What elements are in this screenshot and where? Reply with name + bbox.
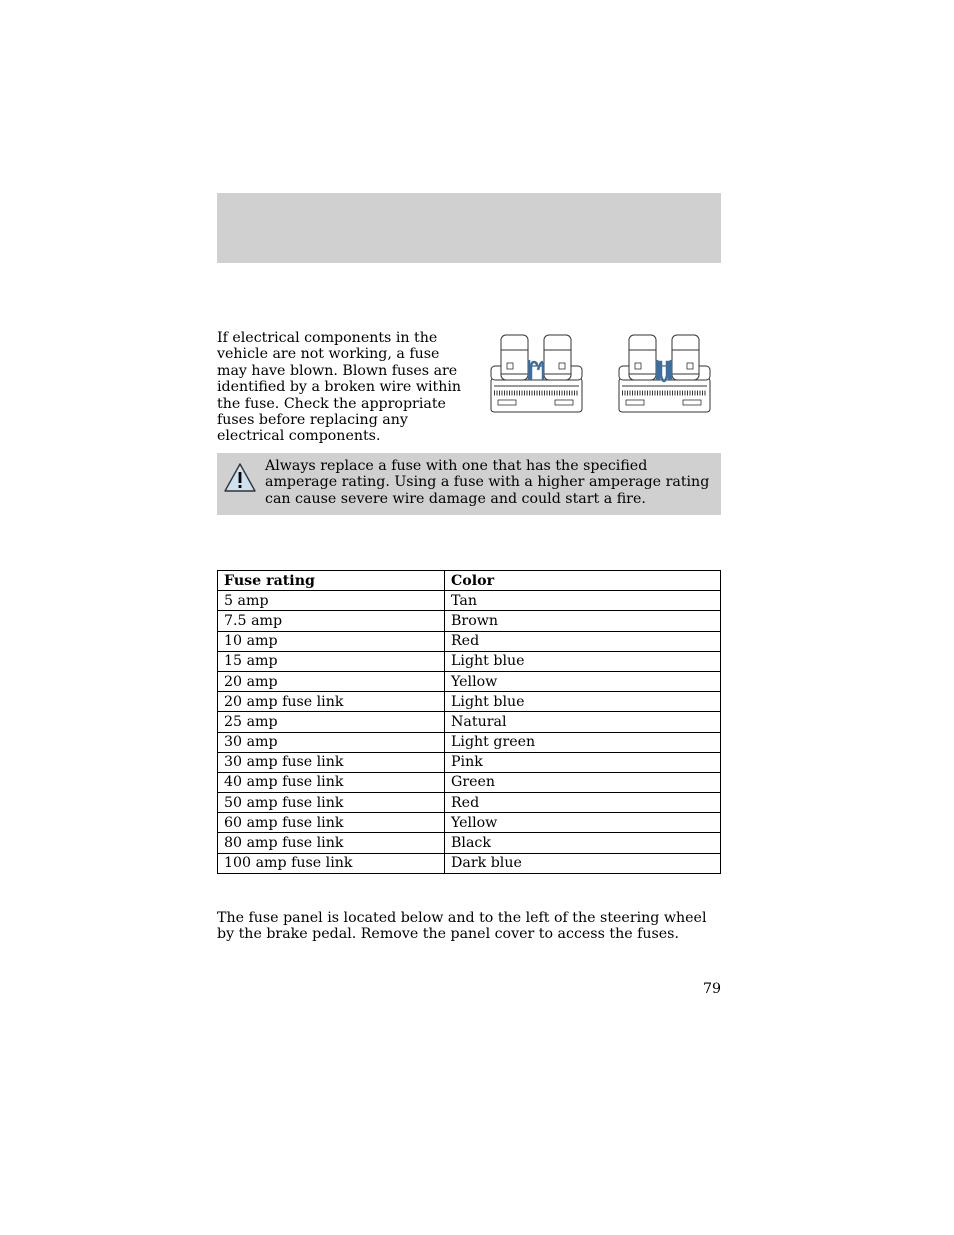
color-cell: Natural (445, 712, 721, 732)
table-row (218, 631, 721, 651)
table-row (218, 611, 721, 631)
fuse-panel-location-paragraph: The fuse panel is located below and to the left of the steering wheel by the brake pedal. Remove the panel cover to access the fuses. (217, 910, 707, 943)
fuse-rating-cell: 15 amp (218, 651, 445, 671)
color-cell: Black (445, 833, 721, 853)
good-fuse-icon (619, 335, 710, 412)
fuse-rating-cell: 30 amp (218, 732, 445, 752)
table-row (218, 732, 721, 752)
section-header-band (217, 193, 721, 263)
column-header-fuse-rating: Fuse rating (218, 571, 445, 591)
fuse-rating-cell: 100 amp fuse link (218, 853, 445, 873)
fuse-rating-cell: 5 amp (218, 591, 445, 611)
color-cell: Pink (445, 752, 721, 772)
fuse-rating-cell: 60 amp fuse link (218, 813, 445, 833)
fuse-rating-cell: 50 amp fuse link (218, 793, 445, 813)
fuse-rating-cell: 80 amp fuse link (218, 833, 445, 853)
color-cell: Yellow (445, 813, 721, 833)
blown-fuse-icon (491, 335, 582, 412)
column-header-color: Color (445, 571, 721, 591)
fuse-illustration (488, 330, 714, 416)
color-cell: Tan (445, 591, 721, 611)
color-cell: Light blue (445, 651, 721, 671)
color-cell: Brown (445, 611, 721, 631)
table-row (218, 712, 721, 732)
color-cell: Red (445, 793, 721, 813)
page-number: 79 (702, 981, 721, 997)
fuse-rating-cell: 10 amp (218, 631, 445, 651)
table-row (218, 833, 721, 853)
table-row (218, 591, 721, 611)
warning-triangle-icon (223, 461, 257, 495)
table-row (218, 752, 721, 772)
warning-text: Always replace a fuse with one that has the specified amperage rating. Using a fuse with a higher amperage rating can cause severe wire damage and could start a fire. (265, 458, 710, 507)
fuse-rating-table (217, 570, 721, 874)
table-row (218, 853, 721, 873)
table-row (218, 772, 721, 792)
fuse-rating-cell: 20 amp (218, 671, 445, 691)
fuse-rating-cell: 30 amp fuse link (218, 752, 445, 772)
fuse-rating-cell: 40 amp fuse link (218, 772, 445, 792)
table-row (218, 813, 721, 833)
color-cell: Red (445, 631, 721, 651)
table-row (218, 793, 721, 813)
fuse-rating-cell: 25 amp (218, 712, 445, 732)
table-row (218, 651, 721, 671)
table-header-row (218, 571, 721, 591)
color-cell: Light blue (445, 692, 721, 712)
color-cell: Green (445, 772, 721, 792)
color-cell: Dark blue (445, 853, 721, 873)
table-row (218, 692, 721, 712)
fuse-rating-cell: 7.5 amp (218, 611, 445, 631)
table-row (218, 671, 721, 691)
color-cell: Light green (445, 732, 721, 752)
fuse-rating-cell: 20 amp fuse link (218, 692, 445, 712)
intro-paragraph: If electrical components in the vehicle are not working, a fuse may have blown. Blown fuses are identified by a broken wire within the fuse. Check the appropriate fuses before replacing any electrical components. (217, 330, 462, 445)
warning-box (217, 453, 721, 515)
color-cell: Yellow (445, 671, 721, 691)
